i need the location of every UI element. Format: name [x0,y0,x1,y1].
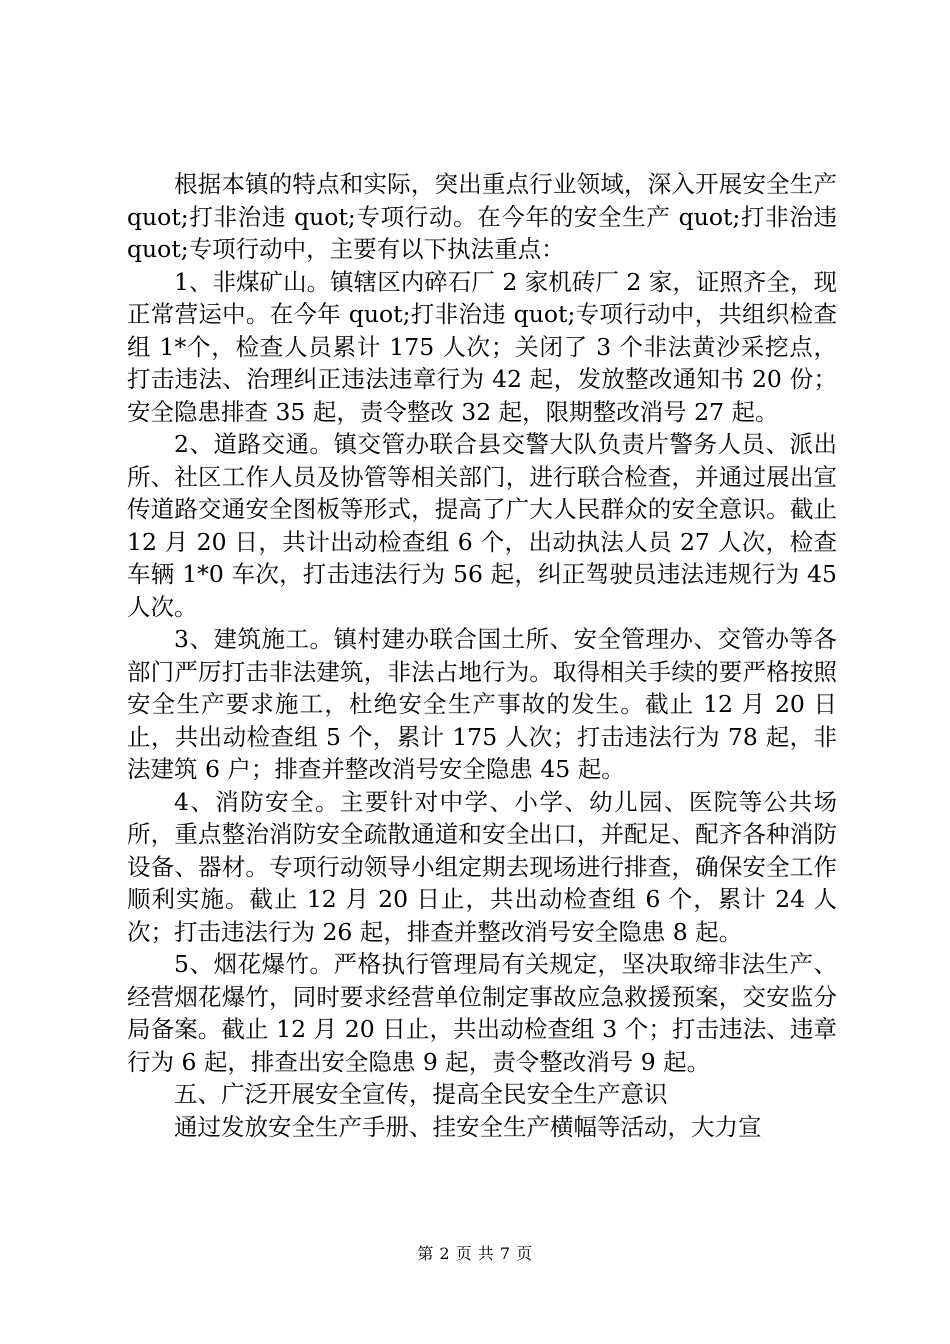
section-heading-publicity: 五、广泛开展安全宣传，提高全民安全生产意识 [174,1080,668,1108]
intro-paragraph: 根据本镇的特点和实际，突出重点行业领域，深入开展安全生产 quot;打非治违 quot;专项行动。在今年的安全生产 quot;打非治违 quot;专项行动中，主要有以下执法重点： [127,170,837,263]
section-mining-paragraph: 1、非煤矿山。镇辖区内碎石厂 2 家机砖厂 2 家，证照齐全，现正常营运中。在今年 quot;打非治违 quot;专项行动中，共组织检查组 1*个，检查人员累计 175 人次；关闭了 3 个非法黄沙采挖点，打击违法、治理纠正违法违章行为 42 起，发放整改通知书 20 份；安全隐患排查 35 起，责令整改 32 起，限期整改消号 27 起。 [127,267,837,426]
section-road-traffic-paragraph: 2、道路交通。镇交管办联合县交警大队负责片警务人员、派出所、社区工作人员及协管等相关部门，进行联合检查，并通过展出宣传道路交通安全图板等形式，提高了广大人民群众的安全意识。截止 12 月 20 日，共计出动检查组 6 个，出动执法人员 27 人次，检查车辆 1*0 车次，打击违法行为 56 起，纠正驾驶员违法违规行为 45 人次。 [127,430,837,621]
page-footer: 第 2 页 共 7 页 [417,1244,533,1263]
section-construction-paragraph: 3、建筑施工。镇村建办联合国土所、安全管理办、交管办等各部门严厉打击非法建筑，非法占地行为。取得相关手续的要严格按照安全生产要求施工，杜绝安全生产事故的发生。截止 12 月 20 日止，共出动检查组 5 个，累计 175 人次；打击违法行为 78 起，非法建筑 6 户；排查并整改消号安全隐患 45 起。 [127,625,837,783]
section-fire-safety-paragraph: 4、消防安全。主要针对中学、小学、幼儿园、医院等公共场所，重点整治消防安全疏散通道和安全出口，并配足、配齐各种消防设备、器材。专项行动领导小组定期去现场进行排查，确保安全工作顺利实施。截止 12 月 20 日止，共出动检查组 6 个，累计 24 人次；打击违法行为 26 起，排查并整改消号安全隐患 8 起。 [127,787,837,946]
section-fireworks-paragraph: 5、烟花爆竹。严格执行管理局有关规定，坚决取缔非法生产、经营烟花爆竹，同时要求经营单位制定事故应急救援预案，交安监分局备案。截止 12 月 20 日止，共出动检查组 3 个；打击违法、违章行为 6 起，排查出安全隐患 9 起，责令整改消号 9 起。 [127,950,837,1076]
publicity-paragraph: 通过发放安全生产手册、挂安全生产横幅等活动，大力宣 [174,1112,762,1141]
document-body [127,168,837,1143]
